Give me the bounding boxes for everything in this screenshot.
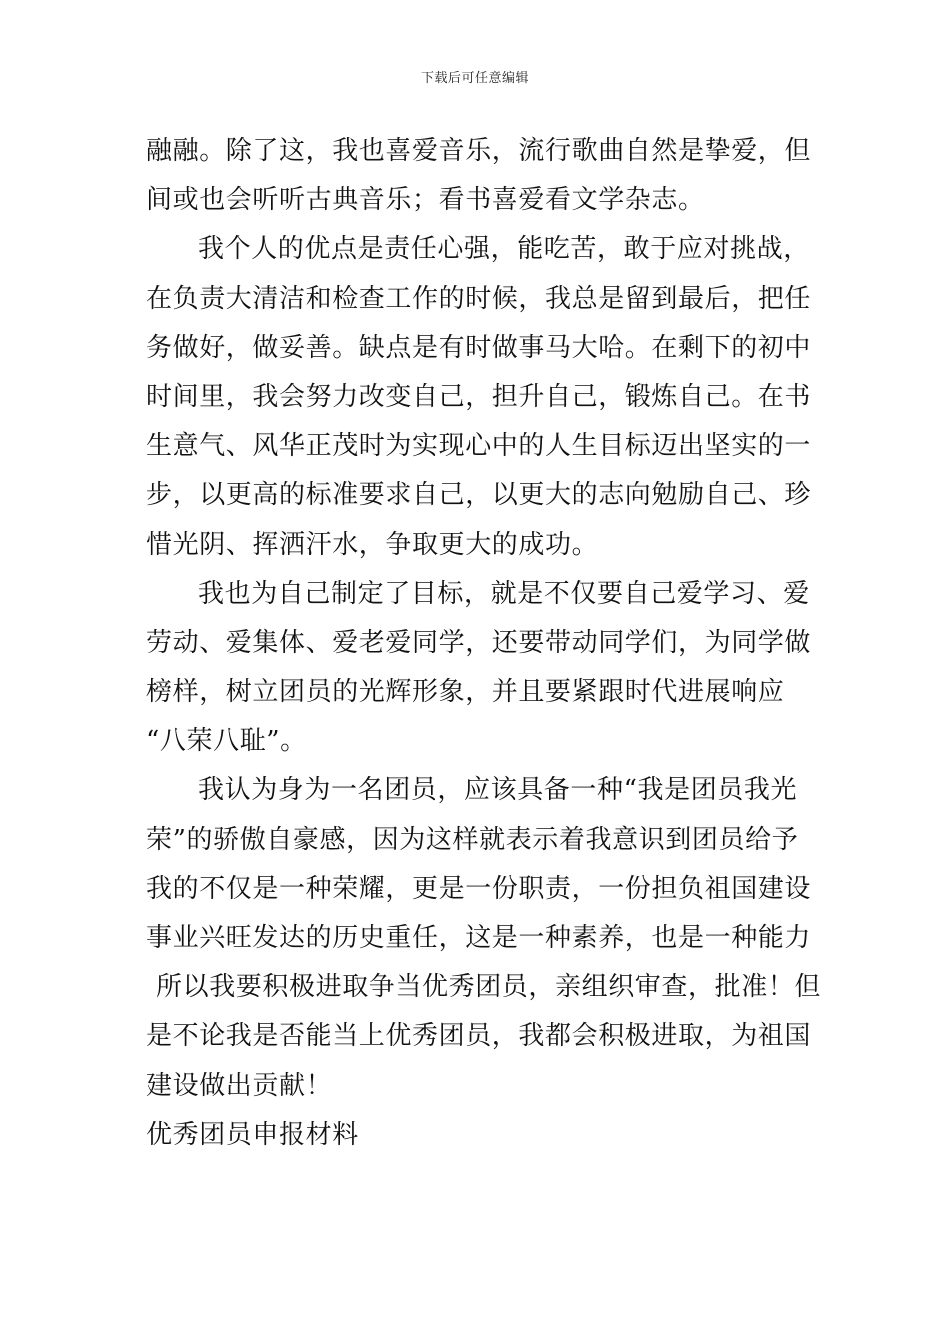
paragraph-start-line: 我认为身为一名团员，应该具备一种“我是团员我光 [198,775,798,806]
text-line: 所以我要积极进取争当优秀团员，亲组织审查，批准！但 [156,972,822,1003]
text-line: 步，以更高的标准要求自己，以更大的志向勉励自己、珍 [146,480,812,511]
text-line: 建设做出贡献！ [146,1070,333,1101]
paragraph-start-line: 我个人的优点是责任心强，能吃苦，敢于应对挑战， [198,234,810,265]
page-header: 下载后可任意编辑 [420,71,529,86]
paragraph-start-line: 我也为自己制定了目标，就是不仅要自己爱学习、爱 [198,578,810,609]
text-line: 务做好，做妥善。缺点是有时做事马大哈。在剩下的初中 [146,332,812,363]
text-line: 生意气、风华正茂时为实现心中的人生目标迈出坚实的一 [146,431,812,462]
text-line: 荣”的骄傲自豪感，因为这样就表示着我意识到团员给予 [146,824,799,855]
text-line: 惜光阴、挥洒汗水，争取更大的成功。 [146,529,599,560]
text-line: 是不论我是否能当上优秀团员，我都会积极进取，为祖国 [146,1021,812,1052]
text-line: 时间里，我会努力改变自己，担升自己，锻炼自己。在书 [146,381,812,412]
text-line: 间或也会听听古典音乐；看书喜爱看文学杂志。 [146,185,705,216]
document-title: 优秀团员申报材料 [146,1119,359,1150]
document-body [146,127,822,1160]
text-line: 我的不仅是一种荣耀，更是一份职责，一份担负祖国建设 [146,873,812,904]
text-line: “八荣八耻”。 [146,726,307,757]
text-line: 事业兴旺发达的历史重任，这是一种素养，也是一种能力 [146,923,812,953]
text-line: 融融。除了这，我也喜爱音乐，流行歌曲自然是挚爱，但 [146,136,812,166]
text-line: 榜样，树立团员的光辉形象，并且要紧跟时代进展响应 [146,677,785,708]
text-line: 在负责大清洁和检查工作的时候，我总是留到最后，把任 [146,283,812,314]
text-line: 劳动、爱集体、爱老爱同学，还要带动同学们，为同学做 [146,627,812,658]
